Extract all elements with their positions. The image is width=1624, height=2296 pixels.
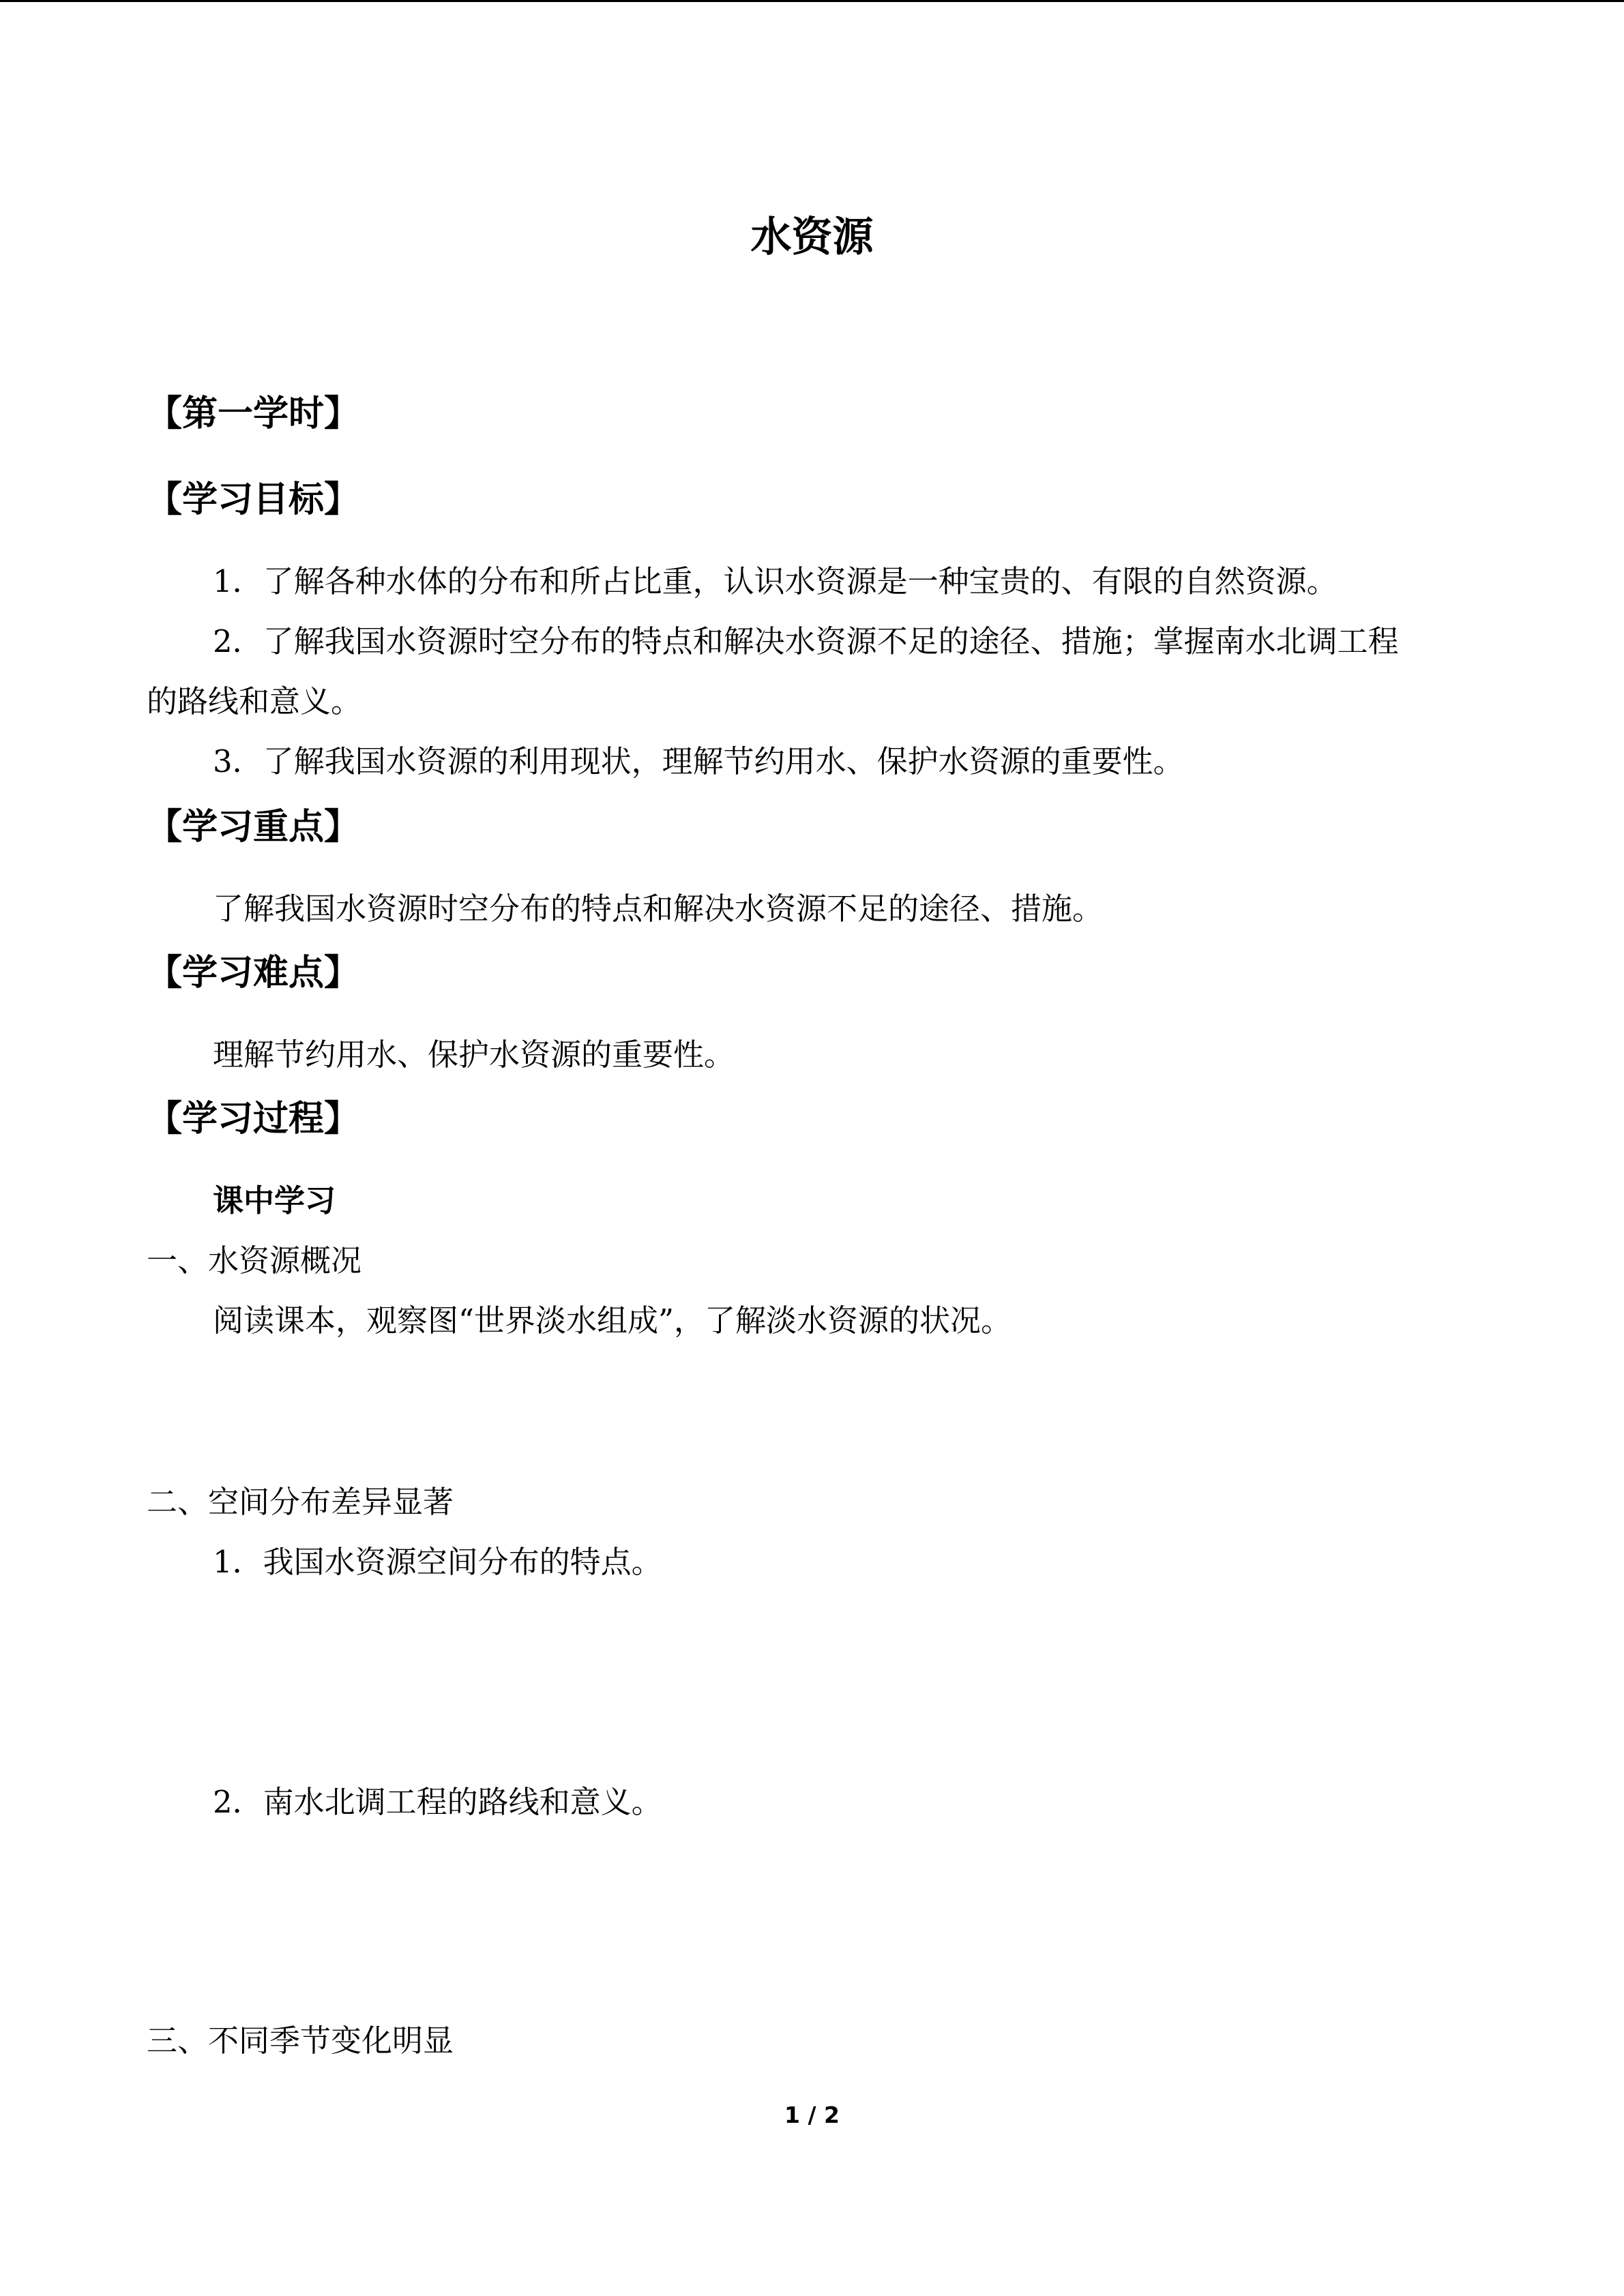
objective-item-1: 1．了解各种水体的分布和所占比重，认识水资源是一种宝贵的、有限的自然资源。 [213,563,1338,599]
key-points-heading: 【学习重点】 [147,807,360,848]
page-number: 1 / 2 [784,2102,840,2128]
key-points-text: 了解我国水资源时空分布的特点和解决水资源不足的途径、措施。 [213,891,1104,927]
section-2-title: 二、空间分布差异显著 [147,1484,454,1520]
top-border-line [0,0,1624,2]
document-title: 水资源 [750,213,874,261]
section-3-title: 三、不同季节变化明显 [147,2023,454,2059]
difficulties-heading: 【学习难点】 [147,953,360,994]
lesson-heading: 【第一学时】 [147,393,360,434]
objective-item-2: 2．了解我国水资源时空分布的特点和解决水资源不足的途径、措施；掌握南水北调工程 [213,623,1399,659]
objective-item-2-continued: 的路线和意义。 [147,683,362,719]
section-2-item-2: 2．南水北调工程的路线和意义。 [213,1784,662,1820]
difficulties-text: 理解节约用水、保护水资源的重要性。 [213,1037,735,1073]
in-class-label: 课中学习 [213,1182,336,1219]
process-heading: 【学习过程】 [147,1099,360,1139]
objectives-heading: 【学习目标】 [147,479,360,520]
objective-item-3: 3．了解我国水资源的利用现状，理解节约用水、保护水资源的重要性。 [213,743,1184,779]
section-1-text: 阅读课本，观察图“世界淡水组成”，了解淡水资源的状况。 [213,1302,1012,1339]
section-2-item-1: 1．我国水资源空间分布的特点。 [213,1544,662,1580]
section-1-title: 一、水资源概况 [147,1242,362,1279]
